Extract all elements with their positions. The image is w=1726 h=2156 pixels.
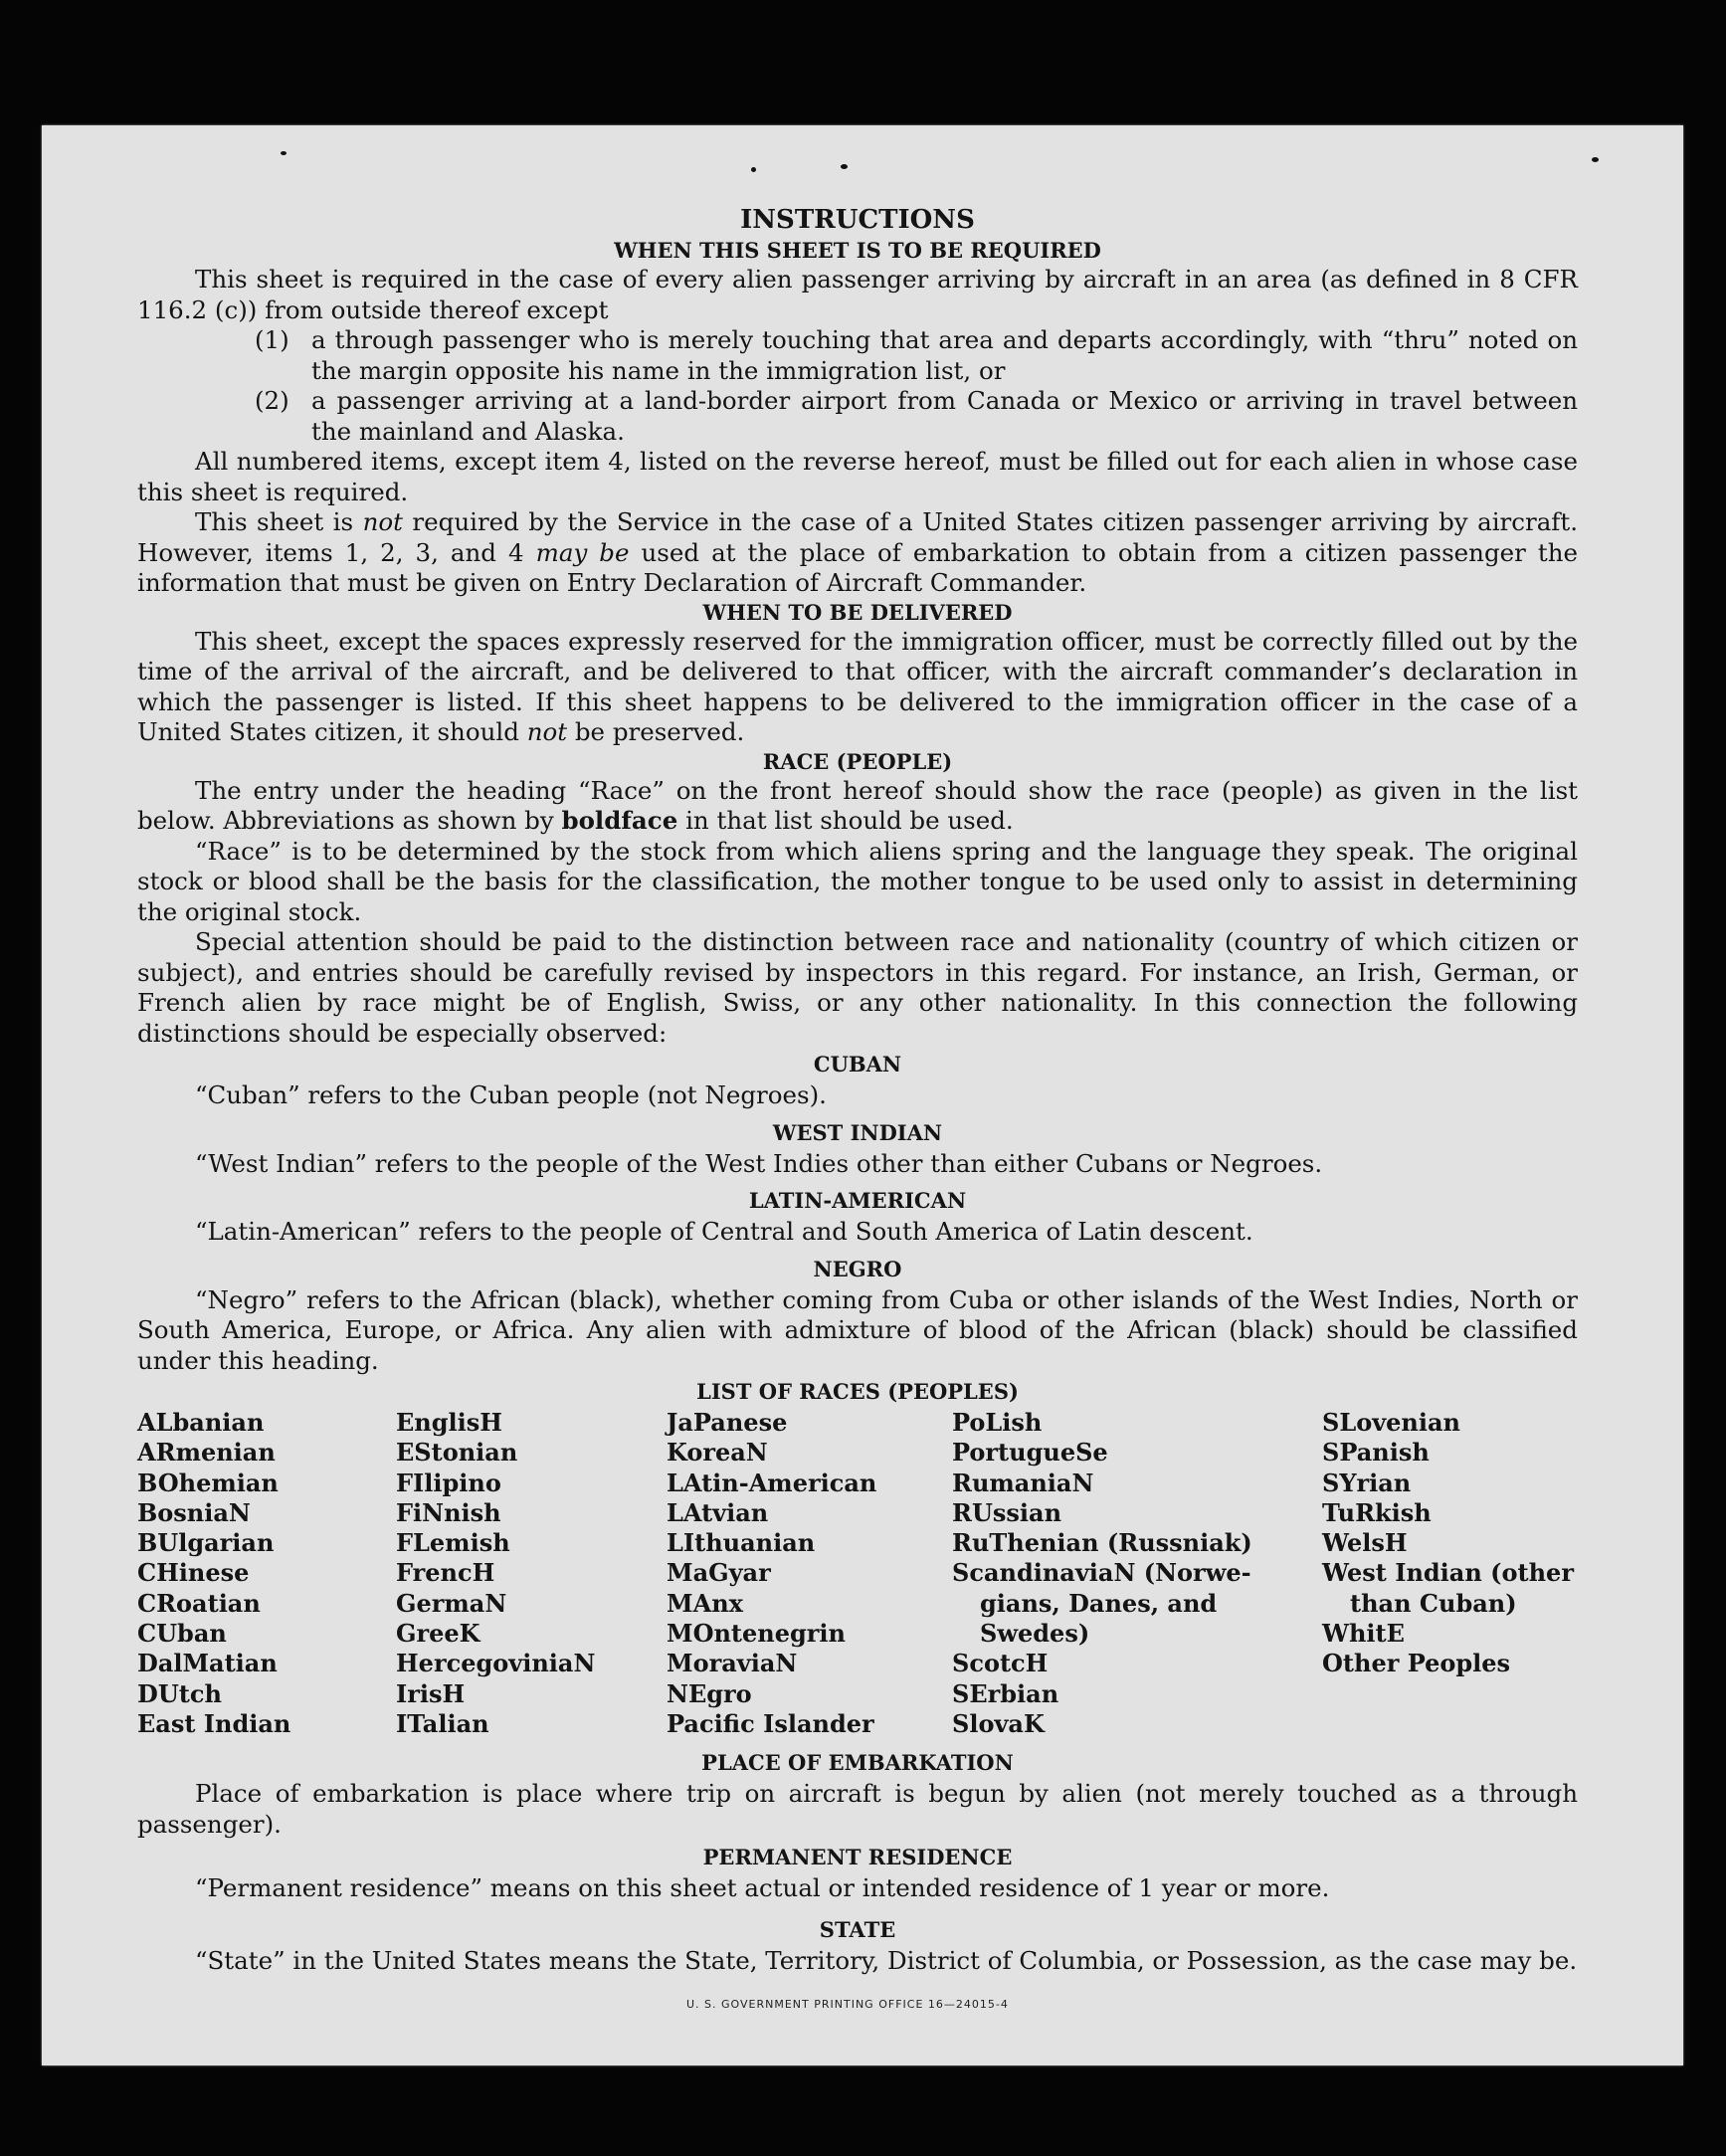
race-list-item: CRoatian — [137, 1588, 261, 1618]
text-run: This sheet, except the spaces expressly reserved for the immigration officer, must be correctly filled out by the time of the arrival of the aircraft, and be delivered to that officer, with the aircraft commander’s declaration in which the passenger is listed. If this sheet happens to be delivered to the immigration officer in the case of a United States citizen, it should — [137, 626, 1578, 746]
race-list-item: ScandinaviaN (Norwe- — [952, 1558, 1251, 1588]
race-list-item: LIthuanian — [667, 1528, 816, 1558]
section-heading-embarkation: PLACE OF EMBARKATION — [701, 1750, 1014, 1776]
race-list-item: MaGyar — [667, 1558, 771, 1588]
instructions-content — [137, 203, 1578, 1976]
section-heading-delivered: WHEN TO BE DELIVERED — [702, 599, 1013, 625]
italic-may-be: may be — [535, 537, 630, 567]
race-list-item: FrencH — [396, 1558, 495, 1588]
section-heading-list-of-races: LIST OF RACES (PEOPLES) — [696, 1379, 1019, 1404]
race-list-item: RumaniaN — [952, 1468, 1094, 1497]
race-list-item: PoLish — [952, 1408, 1043, 1437]
race-list-item: BUlgarian — [137, 1528, 275, 1558]
negro-paragraph: “Negro” refers to the African (black), whether coming from Cuba or other islands of the West Indies, North or South America, Europe, or Africa. Any alien with admixture of blood of the African (black) should be classified under this heading. — [137, 1284, 1578, 1375]
section-heading-race: RACE (PEOPLE) — [762, 748, 953, 774]
bold-word: boldface — [561, 806, 678, 835]
required-intro: This sheet is required in the case of every alien passenger arriving by aircraft in an area (as defined in 8 CFR 116.2 (c)) from outside thereof except — [137, 265, 1578, 324]
section-heading-required: WHEN THIS SHEET IS TO BE REQUIRED — [614, 238, 1101, 263]
race-list-item: IrisH — [396, 1678, 466, 1708]
scan-speck — [841, 164, 848, 169]
exception-text: a passenger arriving at a land-border airport from Canada or Mexico or arriving in travel between the mainland and Alaska. — [311, 386, 1578, 446]
race-list-item: BosniaN — [137, 1497, 251, 1527]
section-heading-negro: NEGRO — [813, 1256, 902, 1281]
race-list-item: MOntenegrin — [667, 1619, 846, 1649]
races-column — [667, 1408, 952, 1739]
text-run: This sheet is — [195, 507, 363, 536]
race-list-item: West Indian (other — [1322, 1558, 1574, 1588]
races-column — [1322, 1408, 1578, 1739]
races-list — [137, 1408, 1578, 1739]
text-run: The entry under the heading “Race” on the front hereof should show the race (people) as given in the list below. Abbreviations as shown by — [137, 775, 1578, 835]
exception-number: (2) — [255, 386, 289, 415]
race-list-item: ScotcH — [952, 1649, 1049, 1678]
printing-office-footer: U. S. GOVERNMENT PRINTING OFFICE 16—24015-4 — [686, 1998, 1009, 2011]
scan-speck — [281, 151, 287, 155]
exception-number: (1) — [255, 325, 289, 354]
exception-item-2 — [137, 386, 1578, 447]
race-list-item: FIlipino — [396, 1468, 501, 1497]
text-run: be preserved. — [567, 717, 745, 746]
race-list-item: EStonian — [396, 1438, 518, 1468]
race-list-item: RUssian — [952, 1497, 1062, 1527]
race-list-item: DUtch — [137, 1678, 222, 1708]
state-paragraph: “State” in the United States means the State, Territory, District of Columbia, or Possession, as the case may be. — [195, 1945, 1578, 1975]
race-list-item: than Cuban) — [1350, 1588, 1517, 1618]
italic-not: not — [526, 717, 568, 746]
section-heading-state: STATE — [819, 1916, 896, 1942]
race-list-item: ITalian — [396, 1708, 489, 1738]
races-column — [952, 1408, 1322, 1739]
race-paragraph-3: Special attention should be paid to the distinction between race and nationality (country of which citizen or subject), and entries should be carefully revised by inspectors in this regard. For instance, an Irish, German, or French alien by race might be of English, Swiss, or any other nationality. In this connection the following distinctions should be especially observed: — [137, 927, 1578, 1048]
exception-item-1 — [137, 325, 1578, 386]
cuban-paragraph: “Cuban” refers to the Cuban people (not Negroes). — [195, 1080, 827, 1109]
race-list-item: MoraviaN — [667, 1649, 798, 1678]
delivered-paragraph — [137, 627, 1578, 748]
race-list-item: SlovaK — [952, 1708, 1045, 1738]
race-list-item: TuRkish — [1322, 1497, 1432, 1527]
race-list-item: ALbanian — [137, 1408, 265, 1437]
races-column — [396, 1408, 667, 1739]
scan-speck — [1592, 157, 1599, 162]
race-paragraph-1 — [137, 776, 1578, 837]
exception-text: a through passenger who is merely touching that area and departs accordingly, with “thru” noted on the margin opposite his name in the immigration list, or — [311, 325, 1578, 385]
race-list-item: LAtvian — [667, 1497, 769, 1527]
race-list-item: KoreaN — [667, 1438, 768, 1468]
race-list-item: Pacific Islander — [667, 1708, 874, 1738]
race-list-item: SPanish — [1322, 1438, 1430, 1468]
race-list-item: ARmenian — [137, 1438, 276, 1468]
citizen-paragraph — [137, 507, 1578, 599]
race-list-item: DalMatian — [137, 1649, 278, 1678]
races-column — [137, 1408, 396, 1739]
latin-american-paragraph: “Latin-American” refers to the people of Central and South America of Latin descent. — [195, 1217, 1253, 1246]
race-list-item: CHinese — [137, 1558, 250, 1588]
race-list-item: BOhemian — [137, 1468, 279, 1497]
race-list-item: East Indian — [137, 1708, 291, 1738]
race-list-item: HercegoviniaN — [396, 1649, 596, 1678]
scan-speck — [751, 167, 756, 172]
race-list-item: NEgro — [667, 1678, 752, 1708]
race-list-item: GreeK — [396, 1619, 480, 1649]
race-list-item: CUban — [137, 1619, 227, 1649]
race-list-item: LAtin-American — [667, 1468, 877, 1497]
west-indian-paragraph: “West Indian” refers to the people of the West Indies other than either Cubans or Negroes. — [195, 1148, 1323, 1178]
section-heading-permanent-residence: PERMANENT RESIDENCE — [702, 1845, 1013, 1870]
race-paragraph-2: “Race” is to be determined by the stock from which aliens spring and the language they speak. The original stock or blood shall be the basis for the classification, the mother tongue to be used only to assist in determining the original stock. — [137, 836, 1578, 926]
race-list-item: SLovenian — [1322, 1408, 1460, 1437]
race-list-item: RuThenian (Russniak) — [952, 1528, 1252, 1558]
race-list-item: Other Peoples — [1322, 1649, 1511, 1678]
page-title: INSTRUCTIONS — [740, 205, 975, 235]
section-heading-west-indian: WEST INDIAN — [772, 1119, 943, 1145]
section-heading-latin-american: LATIN-AMERICAN — [748, 1188, 967, 1213]
embarkation-paragraph: Place of embarkation is place where trip on aircraft is begun by alien (not merely touched as a through passenger). — [137, 1779, 1578, 1839]
race-list-item: WelsH — [1322, 1528, 1408, 1558]
section-heading-cuban: CUBAN — [813, 1052, 902, 1077]
permanent-residence-paragraph: “Permanent residence” means on this sheet actual or intended residence of 1 year or more. — [195, 1873, 1330, 1903]
race-list-item: MAnx — [667, 1588, 743, 1618]
race-list-item: Swedes) — [980, 1619, 1090, 1649]
text-run: in that list should be used. — [677, 806, 1014, 835]
race-list-item: SErbian — [952, 1678, 1059, 1708]
text-run: required by the Service in the case of a United States citizen passenger arriving by aircraft. However, items 1, 2, 3, and 4 — [137, 507, 1579, 567]
race-list-item: PortugueSe — [952, 1438, 1108, 1468]
italic-not: not — [362, 507, 403, 536]
race-list-item: FiNnish — [396, 1497, 501, 1527]
race-list-item: GermaN — [396, 1588, 507, 1618]
numbered-items-paragraph: All numbered items, except item 4, listed on the reverse hereof, must be filled out for each alien in whose case this sheet is required. — [137, 447, 1578, 506]
race-list-item: FLemish — [396, 1528, 510, 1558]
race-list-item: EnglisH — [396, 1408, 502, 1437]
race-list-item: JaPanese — [667, 1408, 788, 1437]
text-run: used at the place of embarkation to obtain from a citizen passenger the information that must be given on Entry Declaration of Aircraft Commander. — [137, 537, 1578, 597]
race-list-item: gians, Danes, and — [980, 1588, 1218, 1618]
race-list-item: SYrian — [1322, 1468, 1412, 1497]
race-list-item: WhitE — [1322, 1619, 1405, 1649]
